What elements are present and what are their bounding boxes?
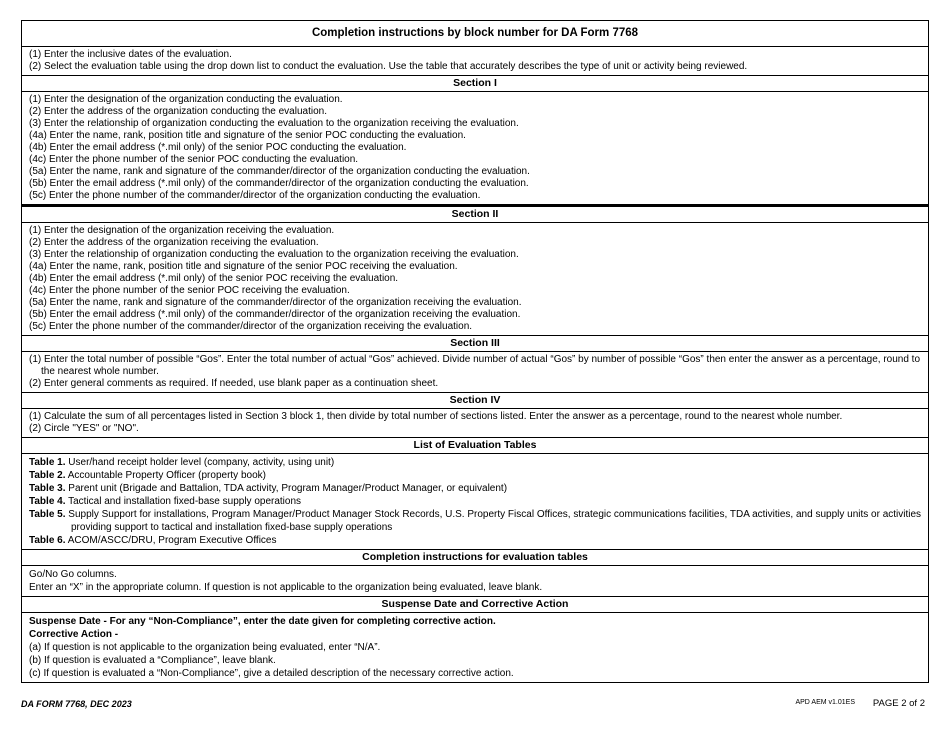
instruction-line: (c) If question is evaluated a “Non-Compliance”, give a detailed description of the necessary corrective action. — [29, 668, 514, 679]
eval-instructions-block — [22, 566, 928, 597]
instruction-line: (5b) Enter the email address (*.mil only) of the commander/director of the organization conducting the evaluation. — [29, 178, 529, 189]
table-label: Table 3. — [29, 483, 66, 494]
instruction-line: (2) Enter the address of the organization conducting the evaluation. — [29, 106, 327, 117]
eval-instructions-heading: Completion instructions for evaluation tables — [22, 550, 928, 566]
table-description: Supply Support for installations, Program Manager/Product Manager Stock Records, U.S. Property Fiscal Offices, strategic communications facilities, TDA activities, and supply units or activities providing support to tactical and installation fixed-base supply operations — [68, 509, 922, 533]
instruction-line: (4a) Enter the name, rank, position title and signature of the senior POC receiving the evaluation. — [29, 261, 458, 272]
form-id: DA FORM 7768, DEC 2023 — [21, 699, 132, 709]
instruction-line: Go/No Go columns. — [29, 569, 117, 580]
section-1-heading: Section I — [22, 76, 928, 92]
table-entry — [29, 482, 928, 495]
instruction-line: (4b) Enter the email address (*.mil only) of the senior POC receiving the evaluation. — [29, 273, 399, 284]
suspense-block — [22, 613, 928, 682]
instruction-line: (2) Circle "YES" or "NO". — [29, 423, 139, 434]
tables-block — [22, 454, 928, 550]
instruction-line: (2) Enter general comments as required. If needed, use blank paper as a continuation sheet. — [29, 378, 439, 389]
instruction-line: (1) Calculate the sum of all percentages listed in Section 3 block 1, then divide by total number of sections listed. Enter the answer as a percentage, round to the nearest whole number. — [29, 411, 843, 422]
form-title: Completion instructions by block number for DA Form 7768 — [22, 21, 928, 47]
table-label: Table 4. — [29, 496, 66, 507]
instruction-line: (1) Enter the designation of the organization conducting the evaluation. — [29, 94, 343, 105]
suspense-heading: Suspense Date and Corrective Action — [22, 597, 928, 613]
table-description: User/hand receipt holder level (company, activity, using unit) — [68, 457, 335, 468]
instruction-line: (5c) Enter the phone number of the commander/director of the organization receiving the evaluation. — [29, 321, 473, 332]
section-4-heading: Section IV — [22, 393, 928, 409]
table-label: Table 2. — [29, 470, 66, 481]
instruction-line: (5c) Enter the phone number of the commander/director of the organization conducting the evaluation. — [29, 190, 481, 201]
instruction-line: (3) Enter the relationship of organization conducting the evaluation to the organization receiving the evaluation. — [29, 118, 519, 129]
instruction-line: (a) If question is not applicable to the organization being evaluated, enter “N/A”. — [29, 642, 381, 653]
intro-block — [22, 47, 928, 76]
instruction-line: (2) Enter the address of the organization receiving the evaluation. — [29, 237, 319, 248]
tables-heading: List of Evaluation Tables — [22, 438, 928, 454]
instruction-line: (4b) Enter the email address (*.mil only) of the senior POC conducting the evaluation. — [29, 142, 407, 153]
instruction-line: (5b) Enter the email address (*.mil only) of the commander/director of the organization receiving the evaluation. — [29, 309, 521, 320]
table-label: Table 5. — [29, 509, 66, 520]
intro-line: (2) Select the evaluation table using the drop down list to conduct the evaluation. Use the table that accurately describes the type of unit or activity being reviewed. — [29, 61, 748, 72]
form-footer — [21, 698, 929, 712]
table-entry — [29, 469, 928, 482]
section-3-block — [22, 352, 928, 393]
section-1-block — [22, 92, 928, 205]
version-label: APD AEM v1.01ES — [795, 699, 855, 706]
table-entry — [29, 456, 928, 469]
table-description: ACOM/ASCC/DRU, Program Executive Offices — [67, 535, 277, 546]
table-label: Table 1. — [29, 457, 66, 468]
instruction-line: (1) Enter the designation of the organization receiving the evaluation. — [29, 225, 335, 236]
section-2-heading: Section II — [22, 205, 928, 223]
page-number: PAGE 2 of 2 — [872, 698, 925, 709]
table-description: Parent unit (Brigade and Battalion, TDA activity, Program Manager/Product Manager, or equivalent) — [68, 483, 508, 494]
table-entry — [29, 534, 928, 547]
instruction-line: (3) Enter the relationship of organization conducting the evaluation to the organization receiving the evaluation. — [29, 249, 519, 260]
instruction-line: (1) Enter the total number of possible “Gos”. Enter the total number of actual “Gos” achieved. Divide number of actual “Gos” by number of possible “Gos” then enter the answer as a percentage, round to the nearest whole number. — [29, 354, 921, 377]
suspense-date-line: Suspense Date - For any “Non-Compliance”, enter the date given for completing corrective action. — [29, 616, 496, 627]
instruction-line: (5a) Enter the name, rank and signature of the commander/director of the organization conducting the evaluation. — [29, 166, 530, 177]
section-4-block — [22, 409, 928, 438]
instructions-form — [21, 20, 929, 683]
table-description: Accountable Property Officer (property book) — [67, 470, 266, 481]
instruction-line: Enter an “X” in the appropriate column. If question is not applicable to the organization being evaluated, leave blank. — [29, 582, 543, 593]
instruction-line: (4c) Enter the phone number of the senior POC receiving the evaluation. — [29, 285, 350, 296]
section-3-heading: Section III — [22, 336, 928, 352]
instruction-line: (4c) Enter the phone number of the senior POC conducting the evaluation. — [29, 154, 359, 165]
table-label: Table 6. — [29, 535, 66, 546]
table-entry — [29, 495, 928, 508]
instruction-line: (4a) Enter the name, rank, position title and signature of the senior POC conducting the evaluation. — [29, 130, 466, 141]
table-entry — [29, 508, 928, 534]
intro-line: (1) Enter the inclusive dates of the evaluation. — [29, 49, 232, 60]
instruction-line: (b) If question is evaluated a “Compliance”, leave blank. — [29, 655, 276, 666]
instruction-line: (5a) Enter the name, rank and signature of the commander/director of the organization receiving the evaluation. — [29, 297, 522, 308]
section-2-block — [22, 223, 928, 336]
corrective-action-label: Corrective Action - — [29, 629, 119, 640]
table-description: Tactical and installation fixed-base supply operations — [68, 496, 302, 507]
